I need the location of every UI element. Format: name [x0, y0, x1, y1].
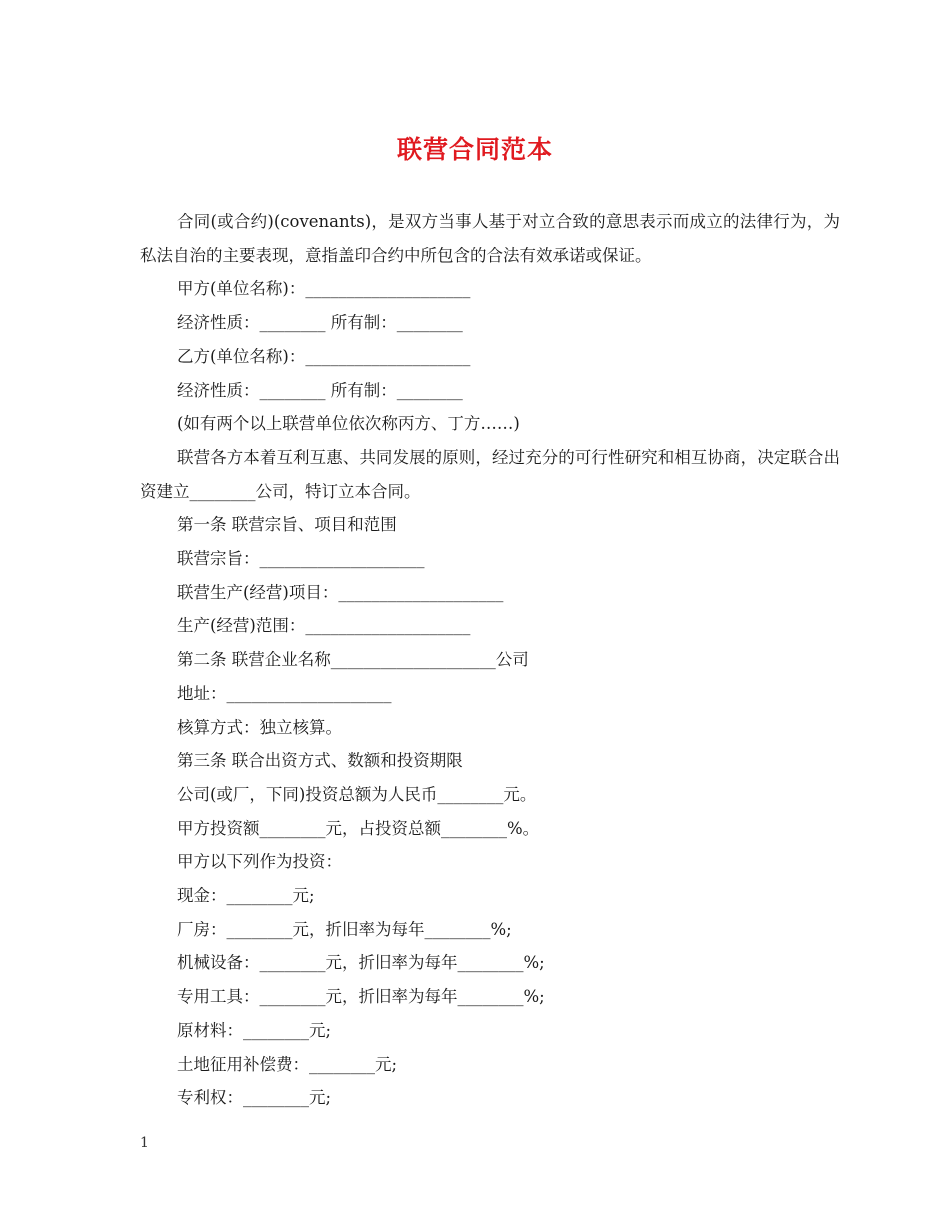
paragraph-accounting: 核算方式：独立核算。: [177, 717, 342, 737]
paragraph-intro: 合同(或合约)(covenants)，是双方当事人基于对立合致的意思表示而成立的法律行为，为私法自治的主要表现，意指盖印合约中所包含的合法有效承诺或保证。: [140, 212, 840, 265]
article-1-heading: 第一条 联营宗旨、项目和范围: [177, 515, 397, 535]
paragraph-party-a-investment: 甲方投资额________元，占投资总额________%。: [177, 818, 540, 838]
paragraph-project: 联营生产(经营)项目：____________________: [177, 582, 504, 602]
document-body: [140, 205, 840, 1115]
paragraph-note: (如有两个以上联营单位依次称丙方、丁方……): [177, 414, 520, 434]
paragraph-machinery: 机械设备：________元，折旧率为每年________%;: [177, 953, 545, 973]
paragraph-address: 地址：____________________: [177, 683, 392, 703]
paragraph-land: 土地征用补偿费：________元;: [177, 1054, 398, 1074]
paragraph-plant: 厂房：________元，折旧率为每年________%;: [177, 919, 512, 939]
document-title: 联营合同范本: [396, 135, 553, 164]
paragraph-cash: 现金：________元;: [177, 886, 315, 906]
paragraph-party-a: 甲方(单位名称)：____________________: [177, 279, 471, 299]
paragraph-party-b-nature: 经济性质：________ 所有制：________: [177, 380, 463, 400]
paragraph-principle: 联营各方本着互利互惠、共同发展的原则，经过充分的可行性研究和相互协商，决定联合出资建立________公司，特订立本合同。: [140, 447, 840, 501]
article-2-heading: 第二条 联营企业名称____________________公司: [177, 650, 529, 670]
paragraph-party-b: 乙方(单位名称)：____________________: [177, 346, 471, 366]
article-3-heading: 第三条 联合出资方式、数额和投资期限: [177, 751, 463, 771]
page-number: 1: [140, 1135, 149, 1151]
paragraph-materials: 原材料：________元;: [177, 1020, 332, 1040]
paragraph-party-a-nature: 经济性质：________ 所有制：________: [177, 313, 463, 333]
paragraph-total-investment: 公司(或厂，下同)投资总额为人民币________元。: [177, 784, 537, 804]
paragraph-purpose: 联营宗旨：____________________: [177, 549, 425, 569]
paragraph-tools: 专用工具：________元，折旧率为每年________%;: [177, 987, 545, 1007]
paragraph-investment-list-intro: 甲方以下列作为投资：: [177, 852, 342, 872]
paragraph-scope: 生产(经营)范围：____________________: [177, 616, 471, 636]
paragraph-patent: 专利权：________元;: [177, 1088, 332, 1108]
